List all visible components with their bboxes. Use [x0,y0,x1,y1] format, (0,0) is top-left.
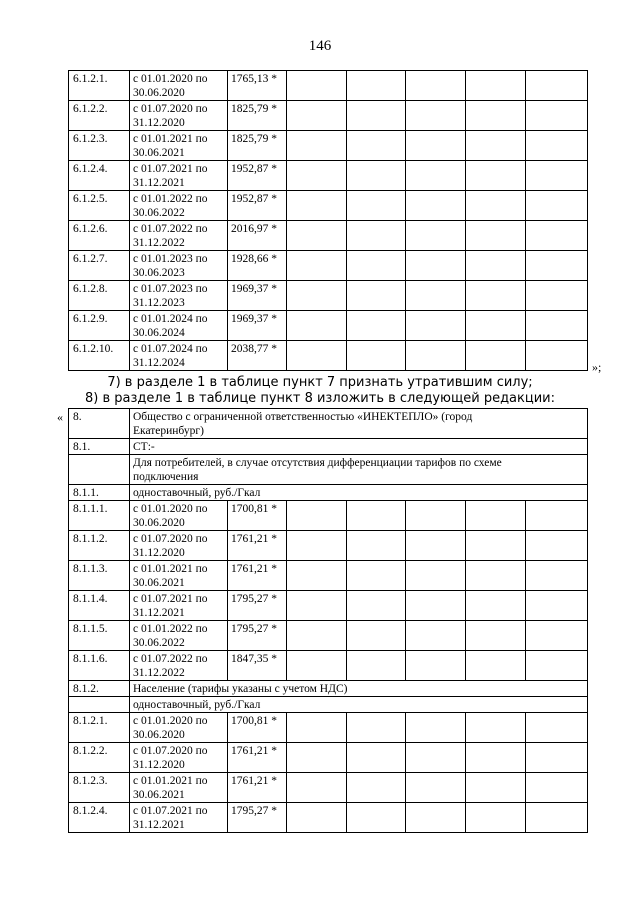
empty-cell [406,221,466,251]
tariff-value: 1952,87 * [228,191,287,221]
empty-cell [287,281,347,311]
empty-cell [526,221,588,251]
period-line: с 01.01.2021 по [133,775,208,787]
table-row [69,561,588,591]
period-line: 31.12.2020 [133,117,185,129]
row-number: 8.1.1.1. [69,501,130,531]
empty-cell [466,221,526,251]
table-row [69,501,588,531]
empty-cell [526,71,588,101]
period-line: с 01.07.2023 по [133,283,208,295]
empty-cell [526,743,588,773]
tariff-value: 1700,81 * [228,501,287,531]
empty-cell [287,101,347,131]
empty-cell [526,161,588,191]
consumer-note-row [69,455,588,485]
empty-cell [347,101,406,131]
empty-cell [466,531,526,561]
period-cell [130,251,228,281]
period-line: 30.06.2020 [133,87,185,99]
empty-cell [406,101,466,131]
period-line: с 01.07.2022 по [133,653,208,665]
period-line: с 01.01.2021 по [133,563,208,575]
period-line: с 01.01.2020 по [133,715,208,727]
empty-cell [347,531,406,561]
period-line: с 01.01.2023 по [133,253,208,265]
empty-cell [406,311,466,341]
period-line: с 01.07.2020 по [133,103,208,115]
row-number: 6.1.2.2. [69,101,130,131]
empty-cell [406,561,466,591]
empty-cell [466,591,526,621]
table-row [69,341,588,371]
row-number: 8.1.2.2. [69,743,130,773]
table-row [69,743,588,773]
empty-cell [287,71,347,101]
period-cell [130,713,228,743]
empty-cell [466,251,526,281]
table-row [69,221,588,251]
period-line: с 01.07.2024 по [133,343,208,355]
closing-quote-mark: »; [592,360,602,374]
section-8-1-row [69,439,588,455]
period-cell [130,591,228,621]
section-8-1-2-sub-row [69,697,588,713]
empty-cell [406,621,466,651]
tariff-value: 1795,27 * [228,803,287,833]
empty-cell [406,531,466,561]
row-number: 8.1.1.3. [69,561,130,591]
organization-name-line: Общество с ограниченной ответственностью «ИНЕКТЕПЛО» (город [133,411,473,423]
empty-cell [526,713,588,743]
empty-cell [347,651,406,681]
empty-cell [287,531,347,561]
empty-cell [406,501,466,531]
period-line: с 01.07.2022 по [133,223,208,235]
empty-cell [287,131,347,161]
empty-cell [287,251,347,281]
period-cell [130,101,228,131]
row-number: 8.1.2.3. [69,773,130,803]
system-label: СТ:- [130,439,588,455]
empty-cell [526,191,588,221]
row-number: 6.1.2.7. [69,251,130,281]
empty-cell [466,713,526,743]
tariff-value: 1761,21 * [228,743,287,773]
empty-cell [287,651,347,681]
period-line: 31.12.2024 [133,357,185,369]
tariff-table-top [68,70,588,371]
organization-name-line: Екатеринбург) [133,425,204,437]
period-cell [130,501,228,531]
period-line: 31.12.2020 [133,759,185,771]
table-row [69,281,588,311]
period-line: 31.12.2022 [133,667,185,679]
empty-cell [526,561,588,591]
tariff-value: 2016,97 * [228,221,287,251]
period-line: с 01.07.2021 по [133,805,208,817]
row-number: 6.1.2.5. [69,191,130,221]
empty-cell [287,161,347,191]
tariff-value: 1761,21 * [228,773,287,803]
empty-cell [347,341,406,371]
period-line: 30.06.2020 [133,517,185,529]
period-cell [130,651,228,681]
empty-cell [347,311,406,341]
table-row [69,71,588,101]
empty-cell [466,281,526,311]
period-line: 30.06.2022 [133,207,185,219]
organization-name [130,409,588,439]
empty-cell [466,341,526,371]
empty-cell [406,251,466,281]
table-row [69,651,588,681]
page-number: 146 [308,38,332,54]
period-line: с 01.07.2021 по [133,593,208,605]
tariff-value: 1825,79 * [228,131,287,161]
period-line: с 01.07.2021 по [133,163,208,175]
empty-cell [466,191,526,221]
period-line: с 01.07.2020 по [133,533,208,545]
tariff-value: 1795,27 * [228,591,287,621]
empty-cell [287,773,347,803]
row-number: 6.1.2.9. [69,311,130,341]
empty-cell [347,221,406,251]
tariff-value: 1761,21 * [228,561,287,591]
tariff-value: 2038,77 * [228,341,287,371]
empty-cell [287,191,347,221]
empty-cell [406,341,466,371]
period-cell [130,311,228,341]
period-cell [130,621,228,651]
empty-cell [347,591,406,621]
tariff-value: 1700,81 * [228,713,287,743]
section-8-1-2-row [69,681,588,697]
tariff-value: 1952,87 * [228,161,287,191]
empty-cell [406,131,466,161]
empty-cell [347,803,406,833]
empty-cell [287,591,347,621]
period-cell [130,773,228,803]
empty-cell [466,803,526,833]
empty-cell [406,161,466,191]
period-line: 30.06.2020 [133,729,185,741]
tariff-value: 1795,27 * [228,621,287,651]
period-line: 30.06.2021 [133,789,185,801]
empty-cell [466,161,526,191]
period-line: 31.12.2022 [133,237,185,249]
row-number: 8.1.2.1. [69,713,130,743]
empty-cell [406,803,466,833]
tariff-value: 1847,35 * [228,651,287,681]
empty-cell [526,591,588,621]
period-line: с 01.01.2022 по [133,623,208,635]
section-8-row [69,409,588,439]
tariff-table-bottom [68,408,588,833]
period-cell [130,161,228,191]
period-line: с 01.07.2020 по [133,745,208,757]
consumer-note [130,455,588,485]
period-cell [130,71,228,101]
row-number: 8.1.2.4. [69,803,130,833]
empty-cell [347,191,406,221]
instruction-item-7: 7) в разделе 1 в таблице пункт 7 признать утратившим силу; [107,375,533,390]
tariff-value: 1825,79 * [228,101,287,131]
row-number: 6.1.2.1. [69,71,130,101]
period-cell [130,191,228,221]
period-line: с 01.01.2020 по [133,73,208,85]
empty-cell [526,803,588,833]
empty-cell [466,773,526,803]
empty-cell [466,311,526,341]
empty-cell [466,131,526,161]
empty-cell [347,501,406,531]
empty-cell [466,101,526,131]
period-line: 30.06.2023 [133,267,185,279]
empty-cell [347,561,406,591]
period-cell [130,221,228,251]
row-number: 8.1.1.6. [69,651,130,681]
empty-cell [526,131,588,161]
table-row [69,773,588,803]
empty-cell [347,71,406,101]
empty-cell [69,455,130,485]
empty-cell [287,621,347,651]
period-line: 31.12.2021 [133,607,185,619]
period-line: с 01.01.2022 по [133,193,208,205]
period-cell [130,561,228,591]
tariff-type-label: одноставочный, руб./Гкал [130,485,588,501]
empty-cell [466,621,526,651]
tariff-value: 1969,37 * [228,281,287,311]
empty-cell [526,651,588,681]
table-row [69,191,588,221]
empty-cell [526,101,588,131]
empty-cell [347,251,406,281]
empty-cell [526,531,588,561]
instruction-item-8: 8) в разделе 1 в таблице пункт 8 изложить в следующей редакции: [85,391,555,406]
tariff-type-label: одноставочный, руб./Гкал [130,697,588,713]
empty-cell [347,713,406,743]
period-line: 30.06.2024 [133,327,185,339]
consumer-note-line: Для потребителей, в случае отсутствия дифференциации тарифов по схеме [133,457,502,469]
empty-cell [287,713,347,743]
empty-cell [406,281,466,311]
table-row [69,251,588,281]
empty-cell [526,341,588,371]
empty-cell [466,561,526,591]
row-number: 8.1.1.4. [69,591,130,621]
empty-cell [526,773,588,803]
section-number: 8.1. [69,439,130,455]
section-number: 8.1.2. [69,681,130,697]
period-cell [130,341,228,371]
empty-cell [526,621,588,651]
row-number: 6.1.2.4. [69,161,130,191]
section-number: 8. [69,409,130,439]
table-row [69,531,588,561]
tariff-value: 1765,13 * [228,71,287,101]
empty-cell [347,743,406,773]
table-row [69,591,588,621]
empty-cell [287,803,347,833]
period-line: 31.12.2023 [133,297,185,309]
period-line: 30.06.2021 [133,147,185,159]
empty-cell [287,341,347,371]
row-number: 8.1.1.5. [69,621,130,651]
empty-cell [526,311,588,341]
consumer-note-line: подключения [133,471,199,483]
tariff-value: 1761,21 * [228,531,287,561]
section-8-1-1-row [69,485,588,501]
period-line: с 01.01.2024 по [133,313,208,325]
empty-cell [406,71,466,101]
table-row [69,713,588,743]
row-number: 6.1.2.6. [69,221,130,251]
period-cell [130,281,228,311]
row-number: 6.1.2.8. [69,281,130,311]
empty-cell [347,621,406,651]
table-row [69,101,588,131]
table-row [69,311,588,341]
empty-cell [406,773,466,803]
empty-cell [406,191,466,221]
empty-cell [526,281,588,311]
empty-cell [347,773,406,803]
period-cell [130,531,228,561]
row-number: 8.1.1.2. [69,531,130,561]
row-number: 6.1.2.3. [69,131,130,161]
opening-quote-mark: « [57,410,63,424]
table-row [69,621,588,651]
empty-cell [347,281,406,311]
period-line: 31.12.2021 [133,819,185,831]
population-label: Население (тарифы указаны с учетом НДС) [130,681,588,697]
tariff-value: 1969,37 * [228,311,287,341]
empty-cell [287,501,347,531]
empty-cell [526,501,588,531]
row-number: 6.1.2.10. [69,341,130,371]
empty-cell [287,561,347,591]
empty-cell [466,71,526,101]
empty-cell [69,697,130,713]
empty-cell [466,501,526,531]
empty-cell [287,311,347,341]
empty-cell [347,131,406,161]
empty-cell [287,221,347,251]
empty-cell [406,651,466,681]
empty-cell [466,743,526,773]
tariff-value: 1928,66 * [228,251,287,281]
empty-cell [466,651,526,681]
period-cell [130,803,228,833]
table-row [69,131,588,161]
empty-cell [406,743,466,773]
table-row [69,161,588,191]
empty-cell [287,743,347,773]
period-line: 31.12.2021 [133,177,185,189]
table-row [69,803,588,833]
empty-cell [347,161,406,191]
period-line: 30.06.2022 [133,637,185,649]
period-cell [130,131,228,161]
period-cell [130,743,228,773]
period-line: с 01.01.2020 по [133,503,208,515]
empty-cell [526,251,588,281]
empty-cell [406,713,466,743]
period-line: 31.12.2020 [133,547,185,559]
empty-cell [406,591,466,621]
period-line: с 01.01.2021 по [133,133,208,145]
section-number: 8.1.1. [69,485,130,501]
period-line: 30.06.2021 [133,577,185,589]
